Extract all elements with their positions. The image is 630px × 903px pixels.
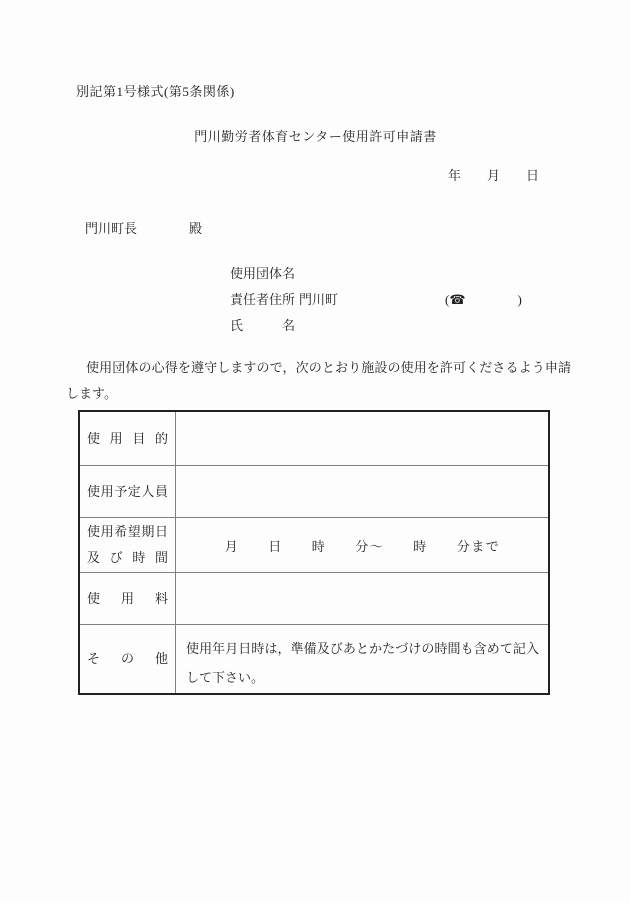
purpose-value-cell [176,412,548,465]
phone-open-paren: ( [445,292,450,307]
other-label-cell [80,624,176,693]
application-table [78,410,550,695]
datetime-label-line2: 及び時間 [87,550,168,565]
fee-value-cell [176,572,548,624]
phone-close-paren: ) [465,292,522,307]
fee-label: 使用料 [87,590,168,606]
other-value-cell [176,624,548,693]
datetime-value-cell [176,517,548,572]
name-label: 氏 名 [230,318,296,333]
form-title: 門川勤労者体育センター使用許可申請書 [194,129,437,144]
people-value-cell [176,465,548,517]
telephone-icon: ☎ [449,293,466,308]
form-note: 別記第1号様式(第5条関係) [76,84,235,99]
purpose-label-cell [80,412,176,465]
people-label: 使用予定人員 [87,483,168,499]
address-value: 門川町 [299,292,339,307]
datetime-label-line1: 使用希望期日 [87,524,168,539]
addressee-line: 門川町長 殿 [85,221,203,236]
intro-paragraph: 使用団体の心得を遵守しますので，次のとおり施設の使用を許可くださるよう申請します。 [66,360,571,401]
other-label: その他 [87,651,168,666]
datetime-label-cell [80,517,176,572]
purpose-label: 使用目的 [87,430,168,446]
datetime-value: 月 日 時 分～ 時 分まで [224,538,501,554]
group-name-label: 使用団体名 [230,266,296,281]
other-value: 使用年月日時は，準備及びあとかたづけの時間も含めて記入して下さい。 [186,641,539,685]
date-line: 年 月 日 [447,168,539,183]
address-label: 責任者住所 [230,292,296,307]
phone-field [445,289,522,308]
fee-label-cell [80,572,176,624]
people-label-cell [80,465,176,517]
